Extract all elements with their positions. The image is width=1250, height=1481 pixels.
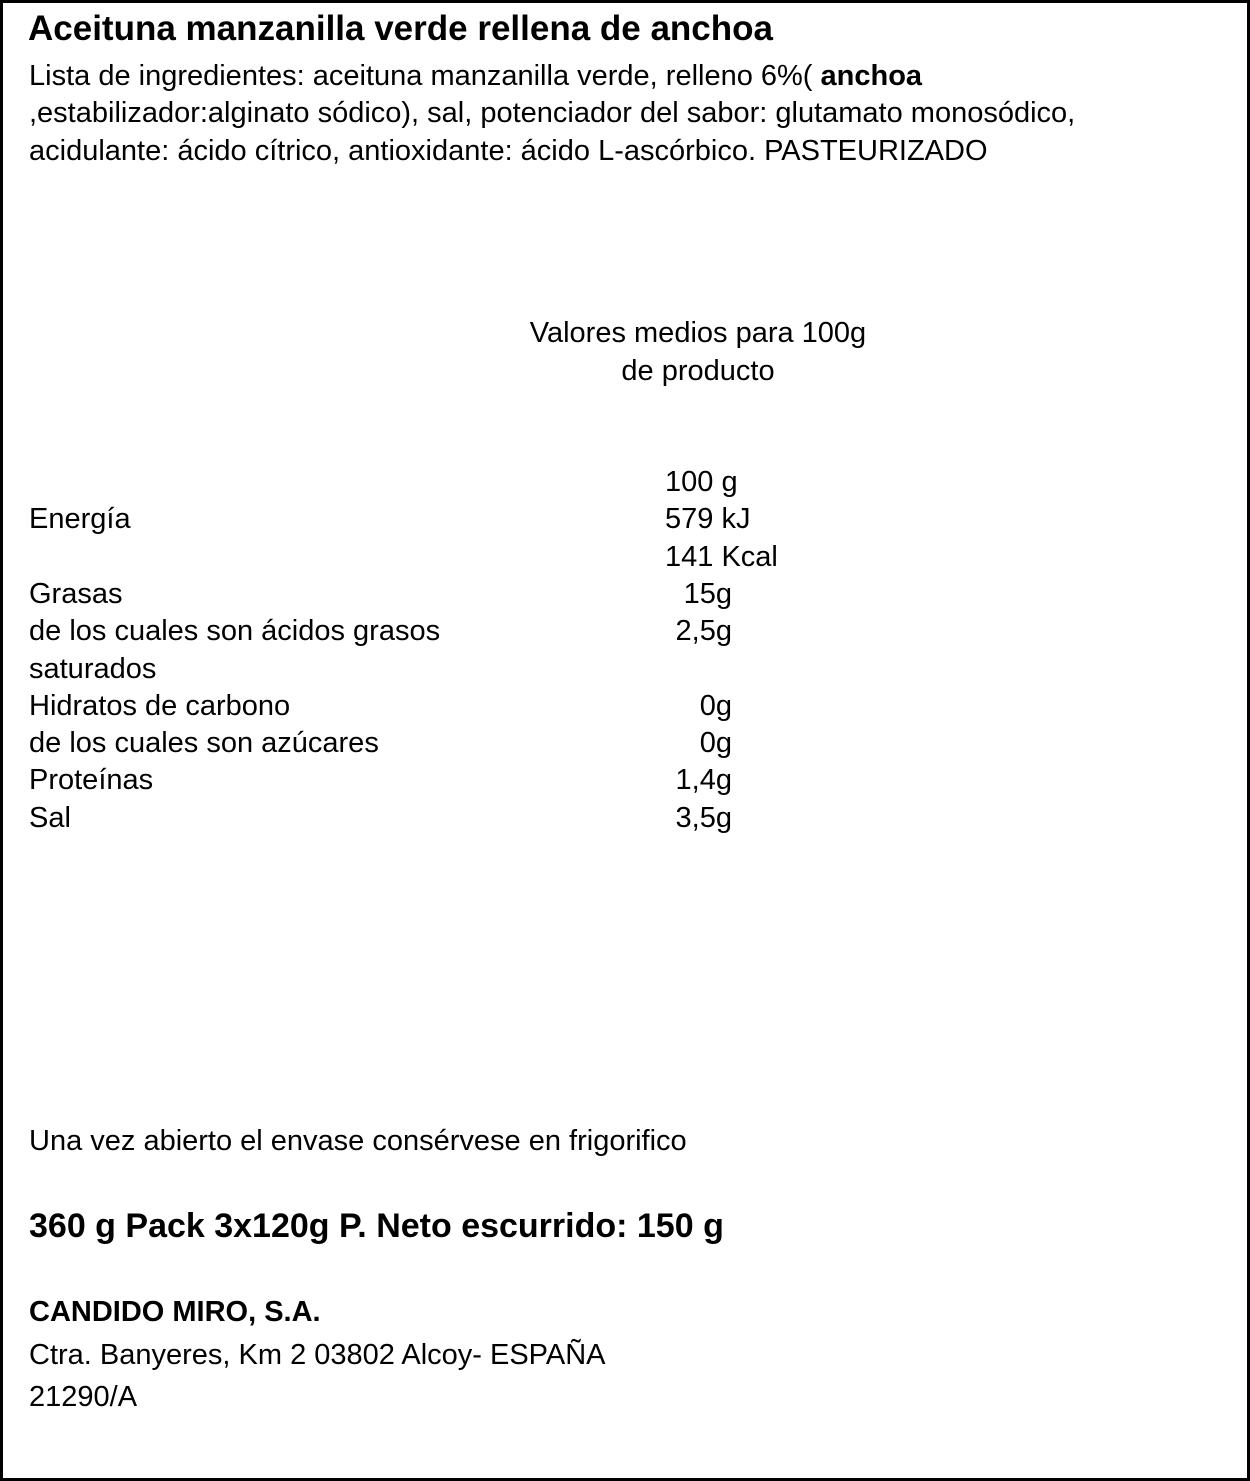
registry-code: 21290/A (29, 1381, 138, 1413)
nutrient-label-saturated-cont: saturados (29, 653, 157, 685)
nutrient-value-sugars: 0g (699, 727, 732, 759)
energy-label: Energía (29, 503, 131, 535)
product-title: Aceituna manzanilla verde rellena de anchoa (28, 9, 773, 48)
nutrient-label-salt: Sal (29, 802, 71, 834)
company-name: CANDIDO MIRO, S.A. (29, 1296, 321, 1328)
company-address: Ctra. Banyeres, Km 2 03802 Alcoy- ESPAÑA (29, 1339, 606, 1371)
net-weight: 360 g Pack 3x120g P. Neto escurrido: 150 g (29, 1207, 724, 1245)
nutrient-value-salt: 3,5g (675, 802, 732, 834)
nutrition-header-line-2: de producto (621, 355, 775, 387)
energy-kcal-value: 141 Kcal (665, 541, 778, 573)
nutrient-value-carbs: 0g (699, 690, 732, 722)
nutrient-label-sugars: de los cuales son azúcares (29, 727, 379, 759)
nutrition-header-line-1: Valores medios para 100g (529, 317, 867, 349)
nutrient-label-fat: Grasas (29, 578, 123, 610)
nutrient-value-protein: 1,4g (675, 764, 732, 796)
storage-note: Una vez abierto el envase consérvese en frigorifico (29, 1125, 687, 1157)
energy-kj-value: 579 kJ (665, 503, 751, 535)
nutrient-value-saturated: 2,5g (675, 615, 732, 647)
nutrient-label-saturated: de los cuales son ácidos grasos (29, 615, 441, 647)
ingredients-line-3: acidulante: ácido cítrico, antioxidante: ácido L-ascórbico. PASTEURIZADO (29, 135, 988, 167)
ingredients-text: Lista de ingredientes: aceituna manzanilla verde, relleno 6%( (29, 60, 821, 92)
nutrient-label-protein: Proteínas (29, 764, 154, 796)
ingredients-line-1 (29, 58, 922, 95)
ingredients-line-2: ,estabilizador:alginato sódico), sal, potenciador del sabor: glutamato monosódico, (29, 97, 1076, 129)
per-100g-label: 100 g (665, 466, 738, 498)
nutrition-header (493, 314, 903, 390)
allergen-anchoa: anchoa (820, 60, 923, 92)
nutrient-label-carbs: Hidratos de carbono (29, 690, 291, 722)
nutrient-value-fat: 15g (683, 578, 732, 610)
